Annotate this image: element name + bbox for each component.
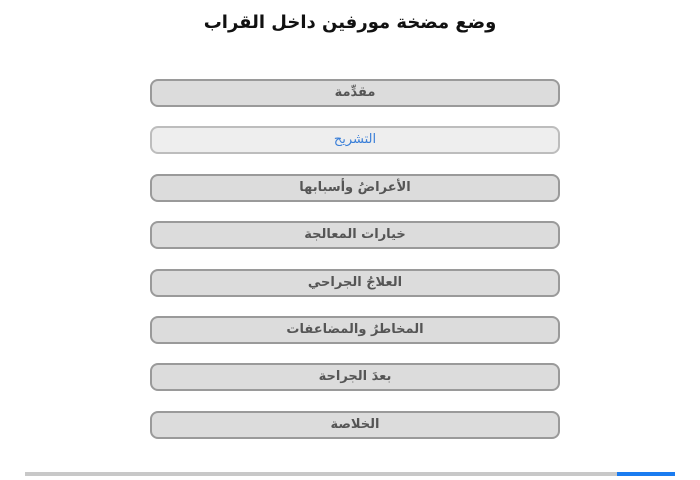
- progress-bar: [25, 472, 675, 476]
- menu-item-anatomy[interactable]: التشريح: [150, 126, 560, 154]
- chapter-menu: [150, 79, 560, 458]
- menu-item-after-surgery[interactable]: بعدَ الجراحة: [150, 363, 560, 391]
- menu-item-treatment-options[interactable]: خيارات المعالجة: [150, 221, 560, 249]
- menu-item-surgical-treatment[interactable]: العلاجُ الجراحي: [150, 269, 560, 297]
- progress-bar-fill: [617, 472, 676, 476]
- menu-item-risks[interactable]: المخاطرُ والمضاعفات: [150, 316, 560, 344]
- menu-item-summary[interactable]: الخلاصة: [150, 411, 560, 439]
- menu-item-symptoms[interactable]: الأعراضُ وأسبابها: [150, 174, 560, 202]
- menu-item-introduction[interactable]: مقدِّمة: [150, 79, 560, 107]
- page-title: وضع مضخة مورفين داخل القراب: [203, 12, 497, 33]
